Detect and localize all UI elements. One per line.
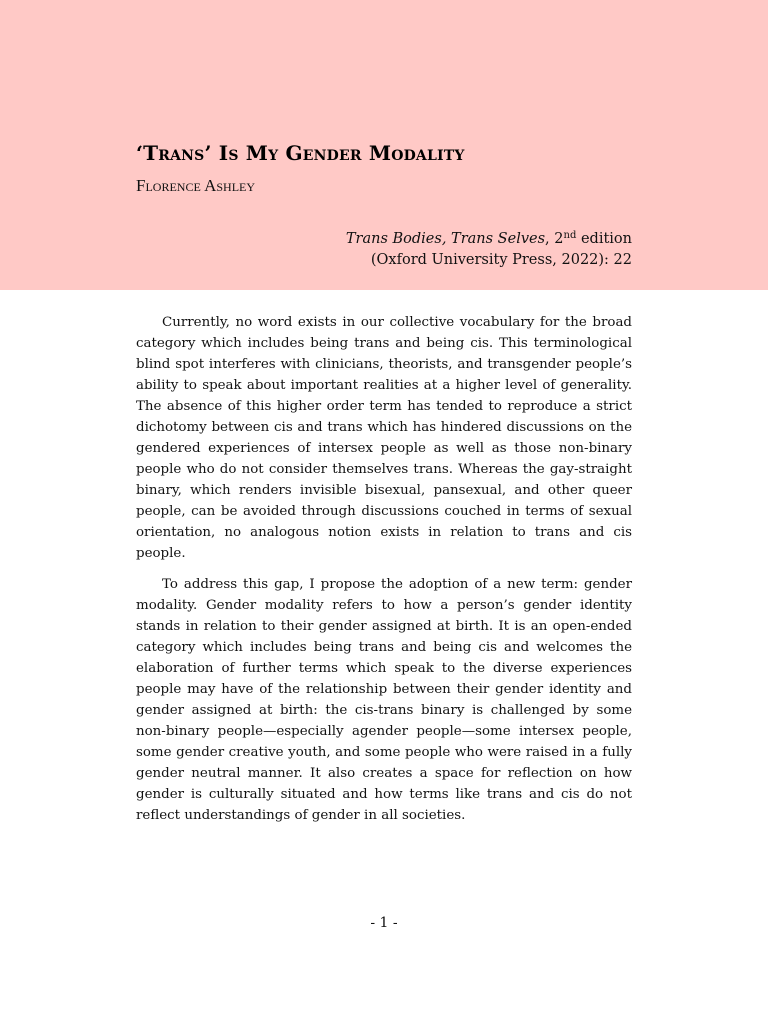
citation-book-line xyxy=(346,229,632,250)
author-name: Florence Ashley xyxy=(136,176,256,195)
document-title: ‘Trans’ Is My Gender Modality xyxy=(136,141,465,165)
citation-edition-suffix: edition xyxy=(576,231,632,247)
body-text xyxy=(136,312,632,836)
paragraph: Currently, no word exists in our collective vocabulary for the broad category which includes being trans and being cis. This terminological blind spot interferes with clinicians, theorists, and transgender people’s ability to speak about important realities at a higher level of generality. The absence of this higher order term has tended to reproduce a strict dichotomy between cis and trans which has hindered discussions on the gendered experiences of intersex people as well as those non-binary people who do not consider themselves trans. Whereas the gay-straight binary, which renders invisible bisexual, pansexual, and other queer people, can be avoided through discussions couched in terms of sexual orientation, no analogous notion exists in relation to trans and cis people. xyxy=(136,315,632,561)
header-band xyxy=(0,0,768,290)
page-number: - 1 - xyxy=(370,915,398,931)
citation xyxy=(346,229,632,271)
citation-edition-superscript: nd xyxy=(563,230,577,241)
citation-book-title: Trans Bodies, Trans Selves xyxy=(345,231,546,247)
citation-edition-prefix: , 2 xyxy=(545,231,564,247)
paragraph: To address this gap, I propose the adoption of a new term: gender modality. Gender modality refers to how a person’s gender identity stands in relation to their gender assigned at birth. It is an open-ended category which includes being trans and being cis and welcomes the elaboration of further terms which speak to the diverse experiences people may have of the relationship between their gender identity and gender assigned at birth: the cis-trans binary is challenged by some non-binary people—especially agender people—some intersex people, some gender creative youth, and some people who were raised in a fully gender neutral manner. It also creates a space for reflection on how gender is culturally situated and how terms like trans and cis do not reflect understandings of gender in all societies. xyxy=(136,577,632,823)
citation-publisher-line: (Oxford University Press, 2022): 22 xyxy=(370,252,632,268)
